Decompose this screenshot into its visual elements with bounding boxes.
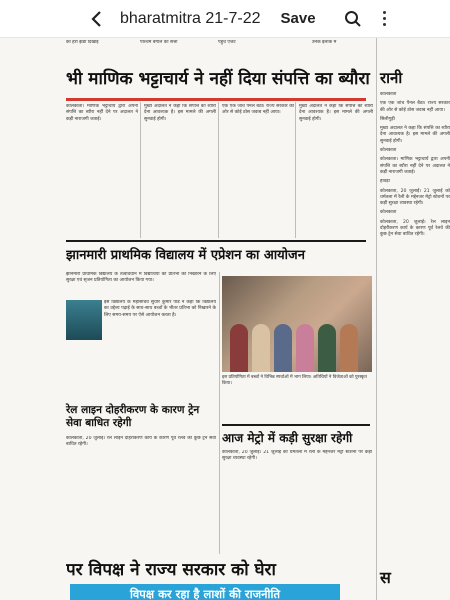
school-article-body-2: इस विद्यालय के महासचिव सुधीर कुमार पांडे ने कहा कि विद्यालय का उद्देश्य पढ़ाई के साथ-साथ बच्चों के भीतर प्रतिभा को निखारने के लिए समय-समय पर ऐसे आयोजन करता है। [104,300,216,318]
back-arrow-icon[interactable] [82,0,112,38]
headline-rule [66,98,366,101]
subheadline-bottom: विपक्ष कर रहा है लाशों की राजनीति [70,584,340,600]
headline-main: भी माणिक भट्टाचार्य ने नहीं दिया संपत्ति का ब्यौरा [66,69,370,89]
newspaper-image[interactable] [0,38,450,600]
column-divider [140,102,141,238]
school-article-body: झानमारी प्राथमिक विद्यालय के तत्वावधान में विद्यार्थियों की प्रतिभा को निखारने के लिए सुरक्षा एवं सृजन प्रतियोगिता का आयोजन किया गया। [66,272,216,284]
article-body-col3: एक एक जांच पैनल बैठा। राज्य सरकार की ओर से कोई ठोस जवाब नहीं आया। [222,104,294,116]
photo-caption: इस प्रतियोगिता में बच्चों ने विभिन्न स्पर्धाओं में भाग लिया। अतिथियों ने विजेताओं को पुरस्कृत किया। [222,375,367,386]
headline-bottom: पर विपक्ष ने राज्य सरकार को घेरा [66,560,276,580]
top-snippet-1: को हरी झंडी दिखाई [66,40,99,45]
inset-photo [66,300,102,340]
top-snippet-2: पश्चिम बंगाल की सत्ता [140,40,178,45]
article-body-col2: मुख्य अदालत ने कहा कि संपत्ति का ब्यौरा देना आवश्यक है। इस मामले की अगली सुनवाई होगी। [144,104,216,122]
top-snippet-4: उनके इलाके में [312,40,337,45]
column-divider [376,38,377,600]
column-divider [295,102,296,238]
save-button[interactable]: Save [280,10,316,27]
metro-article-body: कोलकाता, 20 जुलाई। 21 जुलाई को धर्मतला में रैली के मद्देनजर मेट्रो स्टेशनों पर कड़ी सुरक्षा व्यवस्था रहेगी। [222,450,372,462]
school-event-photo [222,276,372,372]
top-snippet-3: पहुंचे एजेंट [218,40,236,45]
column-divider [219,272,220,554]
right-bottom-heading: स [380,568,391,587]
document-title: bharatmitra 21-7-22 [120,9,261,27]
app-bar [0,0,450,38]
column-divider [218,102,219,238]
right-column-heading: रानी [380,69,403,87]
metro-headline: आज मेट्रो में कड़ी सुरक्षा रहेगी [222,424,370,448]
more-vert-icon[interactable] [378,8,392,30]
article-body-col1: कोलकाता। माणिक भट्टाचार्य द्वारा अपनी संपत्ति का ब्यौरा नहीं देने पर अदालत ने कड़ी नाराजगी जताई। [66,104,138,122]
headline-school: झानमारी प्राथमिक विद्यालय में एप्रेशन का आयोजन [66,240,366,268]
train-article-body: कोलकाता, 20 जुलाई। रेल लाइन दोहरीकरण कार्य के कारण पूर्व रेलवे की कुछ ट्रेन सेवा बाधित रहेगी। [66,436,216,448]
right-edge-column: कोलकाता एक एक जांच पैनल बैठा। राज्य सरकार की ओर से कोई ठोस जवाब नहीं आया। सिलीगुड़ी मुख्य अदालत ने कहा कि संपत्ति का ब्यौरा देना आवश्यक है। इस मामले की अगली सुनवाई होगी। कोलकाता कोलकाता। माणिक भट्टाचार्य द्वारा अपनी संपत्ति का ब्यौरा नहीं देने पर अदालत ने कड़ी नाराजगी जताई। हावड़ा कोलकाता, 20 जुलाई। 21 जुलाई को धर्मतला में रैली के मद्देनजर मेट्रो स्टेशनों पर कड़ी सुरक्षा व्यवस्था रहेगी। कोलकाता कोलकाता, 20 जुलाई। रेल लाइन दोहरीकरण कार्य के कारण पूर्व रेलवे की कुछ ट्रेन सेवा बाधित रहेगी। [380,92,450,238]
article-body-col4: मुख्य अदालत ने कहा कि संपत्ति का ब्यौरा देना आवश्यक है। इस मामले की अगली सुनवाई होगी। [299,104,373,122]
search-icon[interactable] [342,8,364,30]
train-headline: रेल लाइन दोहरीकरण के कारण ट्रेन सेवा बाधित रहेगी [66,404,200,429]
